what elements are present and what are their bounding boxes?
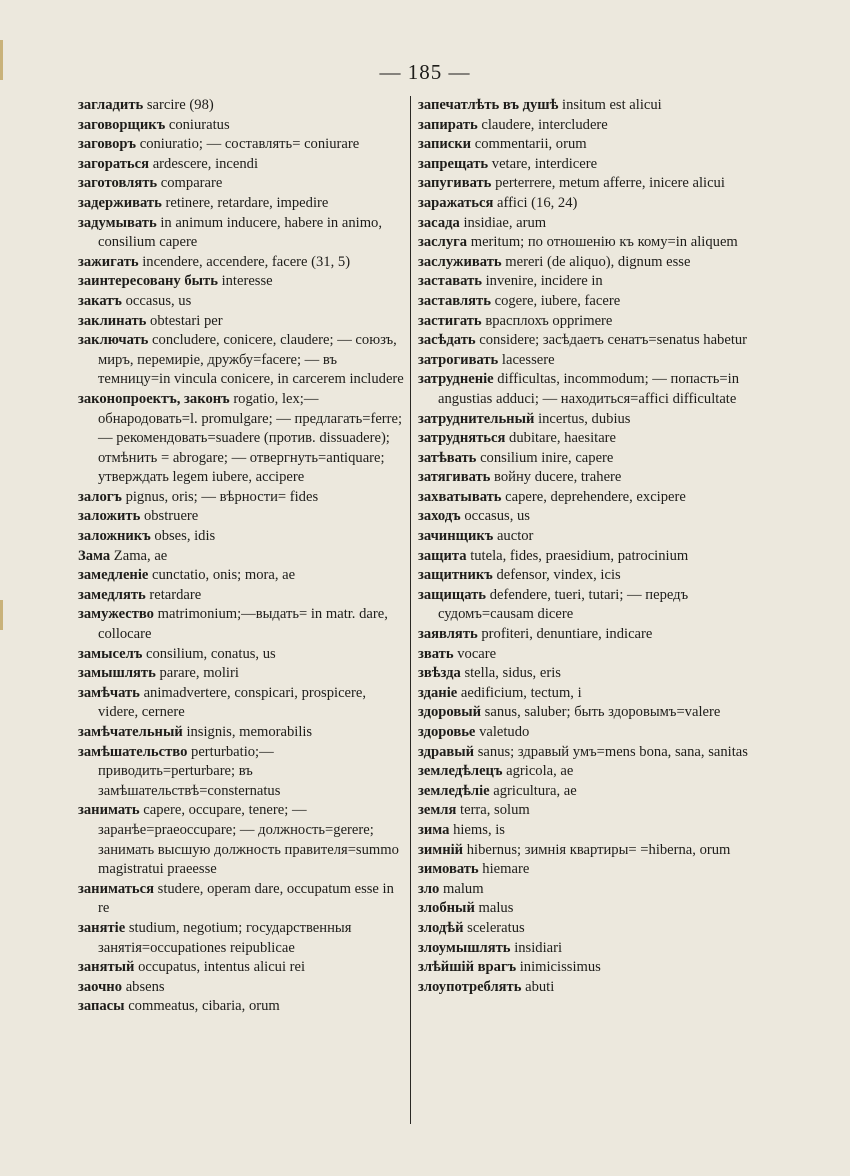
- entry-translation: considere; засѣдаетъ сенатъ=senatus habetur: [479, 332, 748, 349]
- dictionary-entry: [78, 566, 406, 586]
- entry-headword: зима: [418, 821, 450, 838]
- entry-translation: dubitare, haesitare: [509, 430, 617, 447]
- entry-translation: capere, occupare, tenere; — заранѣе=praeoccupare; — должность=gerere; занимать высшую должность правителя=summo magistratui praeesse: [98, 802, 399, 878]
- entry-translation: studere, operam dare, occupatum esse in re: [98, 880, 394, 917]
- dictionary-entry: [418, 880, 774, 900]
- entry-headword: злобный: [418, 900, 475, 917]
- entry-translation: perturbatio;—приводить=perturbare; въ замѣшательствѣ=consternatus: [98, 743, 281, 799]
- entry-headword: замедленіе: [78, 567, 149, 584]
- entry-headword: занятіе: [78, 919, 126, 936]
- dictionary-entry: [78, 214, 406, 253]
- entry-headword: запрещать: [418, 155, 489, 172]
- entry-translation: concludere, conicere, claudere; — союзъ, миръ, перемиріе, дружбу=facere; — въ темницу=in vincula conicere, in carcerem includere: [98, 332, 404, 388]
- dictionary-entry: [418, 449, 774, 469]
- entry-headword: зимній: [418, 841, 464, 858]
- entry-headword: заниматься: [78, 880, 154, 897]
- entry-translation: vocare: [457, 645, 497, 662]
- dictionary-entry: [418, 527, 774, 547]
- dictionary-entry: [418, 174, 774, 194]
- entry-headword: засада: [418, 214, 460, 231]
- dictionary-entry: [418, 645, 774, 665]
- entry-translation: claudere, intercludere: [481, 116, 608, 133]
- dictionary-entry: [78, 723, 406, 743]
- entry-headword: заговорщикъ: [78, 116, 166, 133]
- dictionary-entry: [78, 547, 406, 567]
- entry-translation: rogatio, lex;— обнародовать=l. promulgare; — предлагать=ferre; — рекомендовать=suadere (против. dissuadere); отмѣнить = abrogare; — отвергнуть=antiquare; утверждать legem iubere, accipere: [98, 390, 403, 486]
- dictionary-entry: [418, 743, 774, 763]
- entry-translation: cunctatio, onis; mora, ae: [152, 567, 296, 584]
- entry-headword: заложникъ: [78, 528, 151, 545]
- entry-headword: заложить: [78, 508, 141, 525]
- dictionary-entry: [78, 605, 406, 644]
- entry-translation: obstruere: [143, 508, 199, 525]
- dictionary-entry: [418, 194, 774, 214]
- dictionary-entry: [418, 841, 774, 861]
- entry-headword: злоупотреблять: [418, 978, 522, 995]
- entry-translation: tutela, fides, praesidium, patrocinium: [470, 547, 689, 564]
- entry-translation: insidiae, arum: [463, 214, 547, 231]
- dictionary-entry: [78, 958, 406, 978]
- entry-headword: затѣвать: [418, 449, 477, 466]
- dictionary-entry: [418, 507, 774, 527]
- dictionary-entry: [78, 507, 406, 527]
- dictionary-entry: [418, 96, 774, 116]
- entry-headword: здоровье: [418, 724, 476, 740]
- entry-translation: perterrere, metum afferre, inicere alicui: [495, 175, 725, 192]
- page-number: — 185 —: [379, 60, 471, 84]
- entry-translation: obses, idis: [154, 528, 216, 545]
- dictionary-entry: [78, 880, 406, 919]
- entry-translation: occasus, us: [125, 292, 192, 309]
- entry-translation: difficultas, incommodum; — попасть=in angustias adduci; — находиться=affici difficultate: [438, 371, 739, 407]
- entry-headword: затрогивать: [418, 351, 499, 368]
- entry-translation: occupatus, intentus alicui rei: [138, 959, 306, 976]
- entry-headword: затрудненіе: [418, 371, 494, 388]
- dictionary-entry: [418, 762, 774, 782]
- entry-headword: задумывать: [78, 214, 157, 231]
- dictionary-entry: [418, 272, 774, 292]
- entry-translation: retinere, retardare, impedire: [165, 194, 329, 211]
- dictionary-entry: [418, 703, 774, 723]
- dictionary-entry: [418, 292, 774, 312]
- entry-translation: coniuratio; — составлять= coniurare: [139, 136, 360, 153]
- entry-headword: залогъ: [78, 488, 122, 505]
- entry-translation: incendere, accendere, facere (31, 5): [142, 253, 351, 270]
- dictionary-entry: [78, 997, 406, 1017]
- dictionary-entry: [78, 253, 406, 273]
- entry-translation: coniuratus: [168, 116, 230, 133]
- entry-headword: засѣдать: [418, 332, 476, 349]
- dictionary-entry: [418, 331, 774, 351]
- entry-translation: ardescere, incendi: [152, 155, 259, 172]
- page-edge-mark: [0, 600, 3, 630]
- entry-headword: замѣшательство: [78, 743, 188, 760]
- dictionary-entry: [78, 155, 406, 175]
- dictionary-entry: [78, 664, 406, 684]
- entry-headword: загораться: [78, 155, 150, 172]
- entry-translation: mereri (de aliquo), dignum esse: [505, 253, 691, 270]
- entry-translation: incertus, dubius: [538, 410, 631, 427]
- entry-headword: зачинщикъ: [418, 528, 494, 545]
- entry-translation: hiems, is: [453, 821, 505, 838]
- dictionary-entry: [418, 155, 774, 175]
- entry-headword: звать: [418, 645, 454, 662]
- entry-headword: земледѣліе: [418, 782, 490, 799]
- entry-translation: agricultura, ae: [493, 782, 577, 799]
- entry-headword: занимать: [78, 802, 140, 819]
- entry-translation: absens: [125, 978, 165, 995]
- entry-translation: cogere, iubere, facere: [494, 292, 621, 309]
- dictionary-entry: [418, 468, 774, 488]
- entry-headword: здравый: [418, 743, 475, 760]
- entry-headword: затруднительный: [418, 410, 535, 427]
- dictionary-entry: [418, 566, 774, 586]
- entry-headword: замужество: [78, 606, 154, 623]
- entry-translation: consilium inire, capere: [480, 449, 614, 466]
- dictionary-entry: [78, 174, 406, 194]
- entry-headword: замыселъ: [78, 645, 143, 662]
- entry-translation: commentarii, orum: [474, 136, 587, 153]
- entry-translation: affici (16, 24): [497, 194, 578, 211]
- entry-headword: заставать: [418, 273, 482, 290]
- dictionary-entry: [78, 135, 406, 155]
- dictionary-entry: [78, 743, 406, 802]
- entry-translation: valetudo: [479, 724, 530, 740]
- entry-headword: Зама: [78, 547, 111, 564]
- dictionary-entry: [78, 194, 406, 214]
- dictionary-entry: [418, 429, 774, 449]
- entry-headword: защита: [418, 547, 467, 564]
- entry-translation: sarcire (98): [146, 97, 214, 113]
- entry-headword: злоумышлять: [418, 939, 511, 956]
- entry-translation: sanus, saluber; быть здоровымъ=valere: [484, 704, 721, 721]
- entry-headword: заклинать: [78, 312, 147, 329]
- dictionary-entry: [418, 684, 774, 704]
- dictionary-entry: [78, 586, 406, 606]
- entry-translation: comparare: [160, 175, 223, 192]
- dictionary-entry: [78, 645, 406, 665]
- entry-translation: stella, sidus, eris: [464, 665, 561, 682]
- entry-headword: заражаться: [418, 194, 494, 211]
- entry-translation: Zama, ae: [113, 547, 168, 564]
- entry-translation: malum: [443, 880, 484, 897]
- entry-headword: запечатлѣть въ душѣ: [418, 97, 559, 113]
- entry-headword: звѣзда: [418, 665, 461, 682]
- dictionary-entry: [418, 899, 774, 919]
- entry-headword: затягивать: [418, 469, 491, 486]
- entry-headword: злѣйшій врагъ: [418, 959, 517, 976]
- entry-translation: invenire, incidere in: [485, 273, 603, 290]
- entry-translation: parare, moliri: [159, 665, 239, 682]
- dictionary-entry: [418, 723, 774, 743]
- entry-translation: pignus, oris; — вѣрности= fides: [125, 488, 319, 505]
- entry-headword: земля: [418, 802, 457, 819]
- entry-headword: зимовать: [418, 861, 479, 878]
- dictionary-entry: [418, 233, 774, 253]
- dictionary-entry: [78, 312, 406, 332]
- entry-translation: matrimonium;—выдать= in matr. dare, collocare: [98, 606, 388, 643]
- entry-headword: заинтересовану быть: [78, 273, 218, 290]
- entry-translation: auctor: [496, 528, 534, 545]
- entry-translation: hiemare: [482, 861, 530, 878]
- dictionary-entry: [418, 860, 774, 880]
- entry-headword: заходъ: [418, 508, 461, 525]
- dictionary-entry: [418, 410, 774, 430]
- entry-headword: зло: [418, 880, 440, 897]
- entry-translation: defensor, vindex, icis: [496, 567, 621, 584]
- right-column: [418, 96, 774, 997]
- dictionary-entry: [78, 331, 406, 390]
- entry-translation: abuti: [525, 978, 555, 995]
- entry-headword: запасы: [78, 998, 125, 1015]
- entry-translation: malus: [478, 900, 514, 917]
- entry-headword: запирать: [418, 116, 478, 133]
- entry-headword: записки: [418, 136, 472, 153]
- entry-headword: земледѣлецъ: [418, 763, 503, 780]
- entry-translation: inimicissimus: [519, 959, 601, 976]
- left-column: [78, 96, 406, 1017]
- entry-translation: studium, negotium; государственныя занятія=occupationes reipublicae: [98, 919, 352, 956]
- entry-headword: захватывать: [418, 488, 502, 505]
- entry-translation: capere, deprehendere, excipere: [505, 488, 686, 505]
- dictionary-entry: [418, 312, 774, 332]
- entry-translation: retardare: [149, 586, 202, 603]
- entry-headword: злодѣй: [418, 919, 464, 936]
- entry-translation: sceleratus: [467, 919, 525, 936]
- column-divider: [410, 96, 411, 1124]
- entry-headword: заготовлять: [78, 175, 158, 192]
- entry-headword: загладить: [78, 97, 144, 113]
- dictionary-entry: [418, 135, 774, 155]
- entry-translation: aedificium, tectum, i: [460, 684, 582, 701]
- entry-headword: зажигать: [78, 253, 139, 270]
- entry-headword: закатъ: [78, 292, 122, 309]
- dictionary-entry: [78, 978, 406, 998]
- entry-translation: occasus, us: [464, 508, 530, 525]
- dictionary-entry: [78, 488, 406, 508]
- entry-translation: in animum inducere, habere in animo, consilium capere: [98, 214, 382, 251]
- entry-translation: врасплохъ opprimere: [485, 312, 613, 329]
- entry-headword: заставлять: [418, 292, 491, 309]
- entry-translation: hibernus; зимнія квартиры= =hiberna, orum: [466, 841, 731, 858]
- entry-translation: profiteri, denuntiare, indicare: [481, 626, 653, 643]
- entry-translation: insignis, memorabilis: [186, 724, 313, 740]
- dictionary-entry: [78, 292, 406, 312]
- entry-headword: застигать: [418, 312, 482, 329]
- dictionary-entry: [418, 664, 774, 684]
- dictionary-entry: [418, 939, 774, 959]
- entry-headword: замышлять: [78, 665, 156, 682]
- entry-headword: задерживать: [78, 194, 162, 211]
- dictionary-entry: [78, 919, 406, 958]
- dictionary-entry: [418, 978, 774, 998]
- entry-headword: замѣчать: [78, 684, 140, 701]
- dictionary-entry: [418, 370, 774, 409]
- entry-translation: sanus; здравый умъ=mens bona, sana, sanitas: [477, 743, 748, 760]
- entry-headword: заявлять: [418, 626, 478, 643]
- dictionary-entry: [78, 684, 406, 723]
- entry-translation: lacessere: [501, 351, 555, 368]
- dictionary-entry: [418, 116, 774, 136]
- entry-translation: obtestari per: [150, 312, 223, 329]
- dictionary-entry: [418, 919, 774, 939]
- dictionary-entry: [78, 116, 406, 136]
- entry-translation: terra, solum: [460, 802, 530, 819]
- dictionary-entry: [418, 351, 774, 371]
- dictionary-entry: [418, 488, 774, 508]
- dictionary-entry: [78, 96, 406, 116]
- entry-headword: затрудняться: [418, 430, 506, 447]
- dictionary-entry: [418, 782, 774, 802]
- entry-headword: защитникъ: [418, 567, 493, 584]
- entry-translation: agricola, ae: [506, 763, 574, 780]
- entry-headword: зданіе: [418, 684, 458, 701]
- dictionary-entry: [418, 214, 774, 234]
- dictionary-entry: [78, 527, 406, 547]
- dictionary-entry: [418, 801, 774, 821]
- dictionary-entry: [418, 821, 774, 841]
- entry-headword: защищать: [418, 586, 487, 603]
- dictionary-entry: [418, 253, 774, 273]
- entry-headword: заговоръ: [78, 136, 137, 153]
- entry-headword: запугивать: [418, 175, 492, 192]
- dictionary-entry: [418, 625, 774, 645]
- entry-headword: занятый: [78, 959, 135, 976]
- dictionary-entry: [418, 958, 774, 978]
- entry-translation: insidiari: [514, 939, 563, 956]
- entry-headword: заслуживать: [418, 253, 502, 270]
- entry-translation: consilium, conatus, us: [145, 645, 276, 662]
- dictionary-entry: [418, 547, 774, 567]
- entry-headword: замѣчательный: [78, 724, 183, 740]
- entry-headword: законопроектъ, законъ: [78, 390, 230, 407]
- dictionary-entry: [78, 390, 406, 488]
- entry-translation: commeatus, cibaria, orum: [128, 998, 280, 1015]
- entry-headword: замедлять: [78, 586, 146, 603]
- entry-headword: заочно: [78, 978, 123, 995]
- dictionary-entry: [418, 586, 774, 625]
- entry-headword: здоровый: [418, 704, 482, 721]
- entry-translation: vetare, interdicere: [491, 155, 598, 172]
- entry-headword: заслуга: [418, 234, 468, 251]
- entry-translation: войну ducere, trahere: [494, 469, 622, 486]
- entry-translation: defendere, tueri, tutari; — передъ судомъ=causam dicere: [438, 586, 689, 623]
- entry-translation: meritum; по отношенію къ кому=in aliquem: [470, 234, 738, 251]
- entry-translation: insitum est alicui: [562, 97, 662, 113]
- entry-translation: interesse: [221, 273, 273, 290]
- dictionary-entry: [78, 801, 406, 879]
- entry-headword: заключать: [78, 332, 149, 349]
- entry-translation: animadvertere, conspicari, prospicere, videre, cernere: [98, 684, 367, 721]
- dictionary-entry: [78, 272, 406, 292]
